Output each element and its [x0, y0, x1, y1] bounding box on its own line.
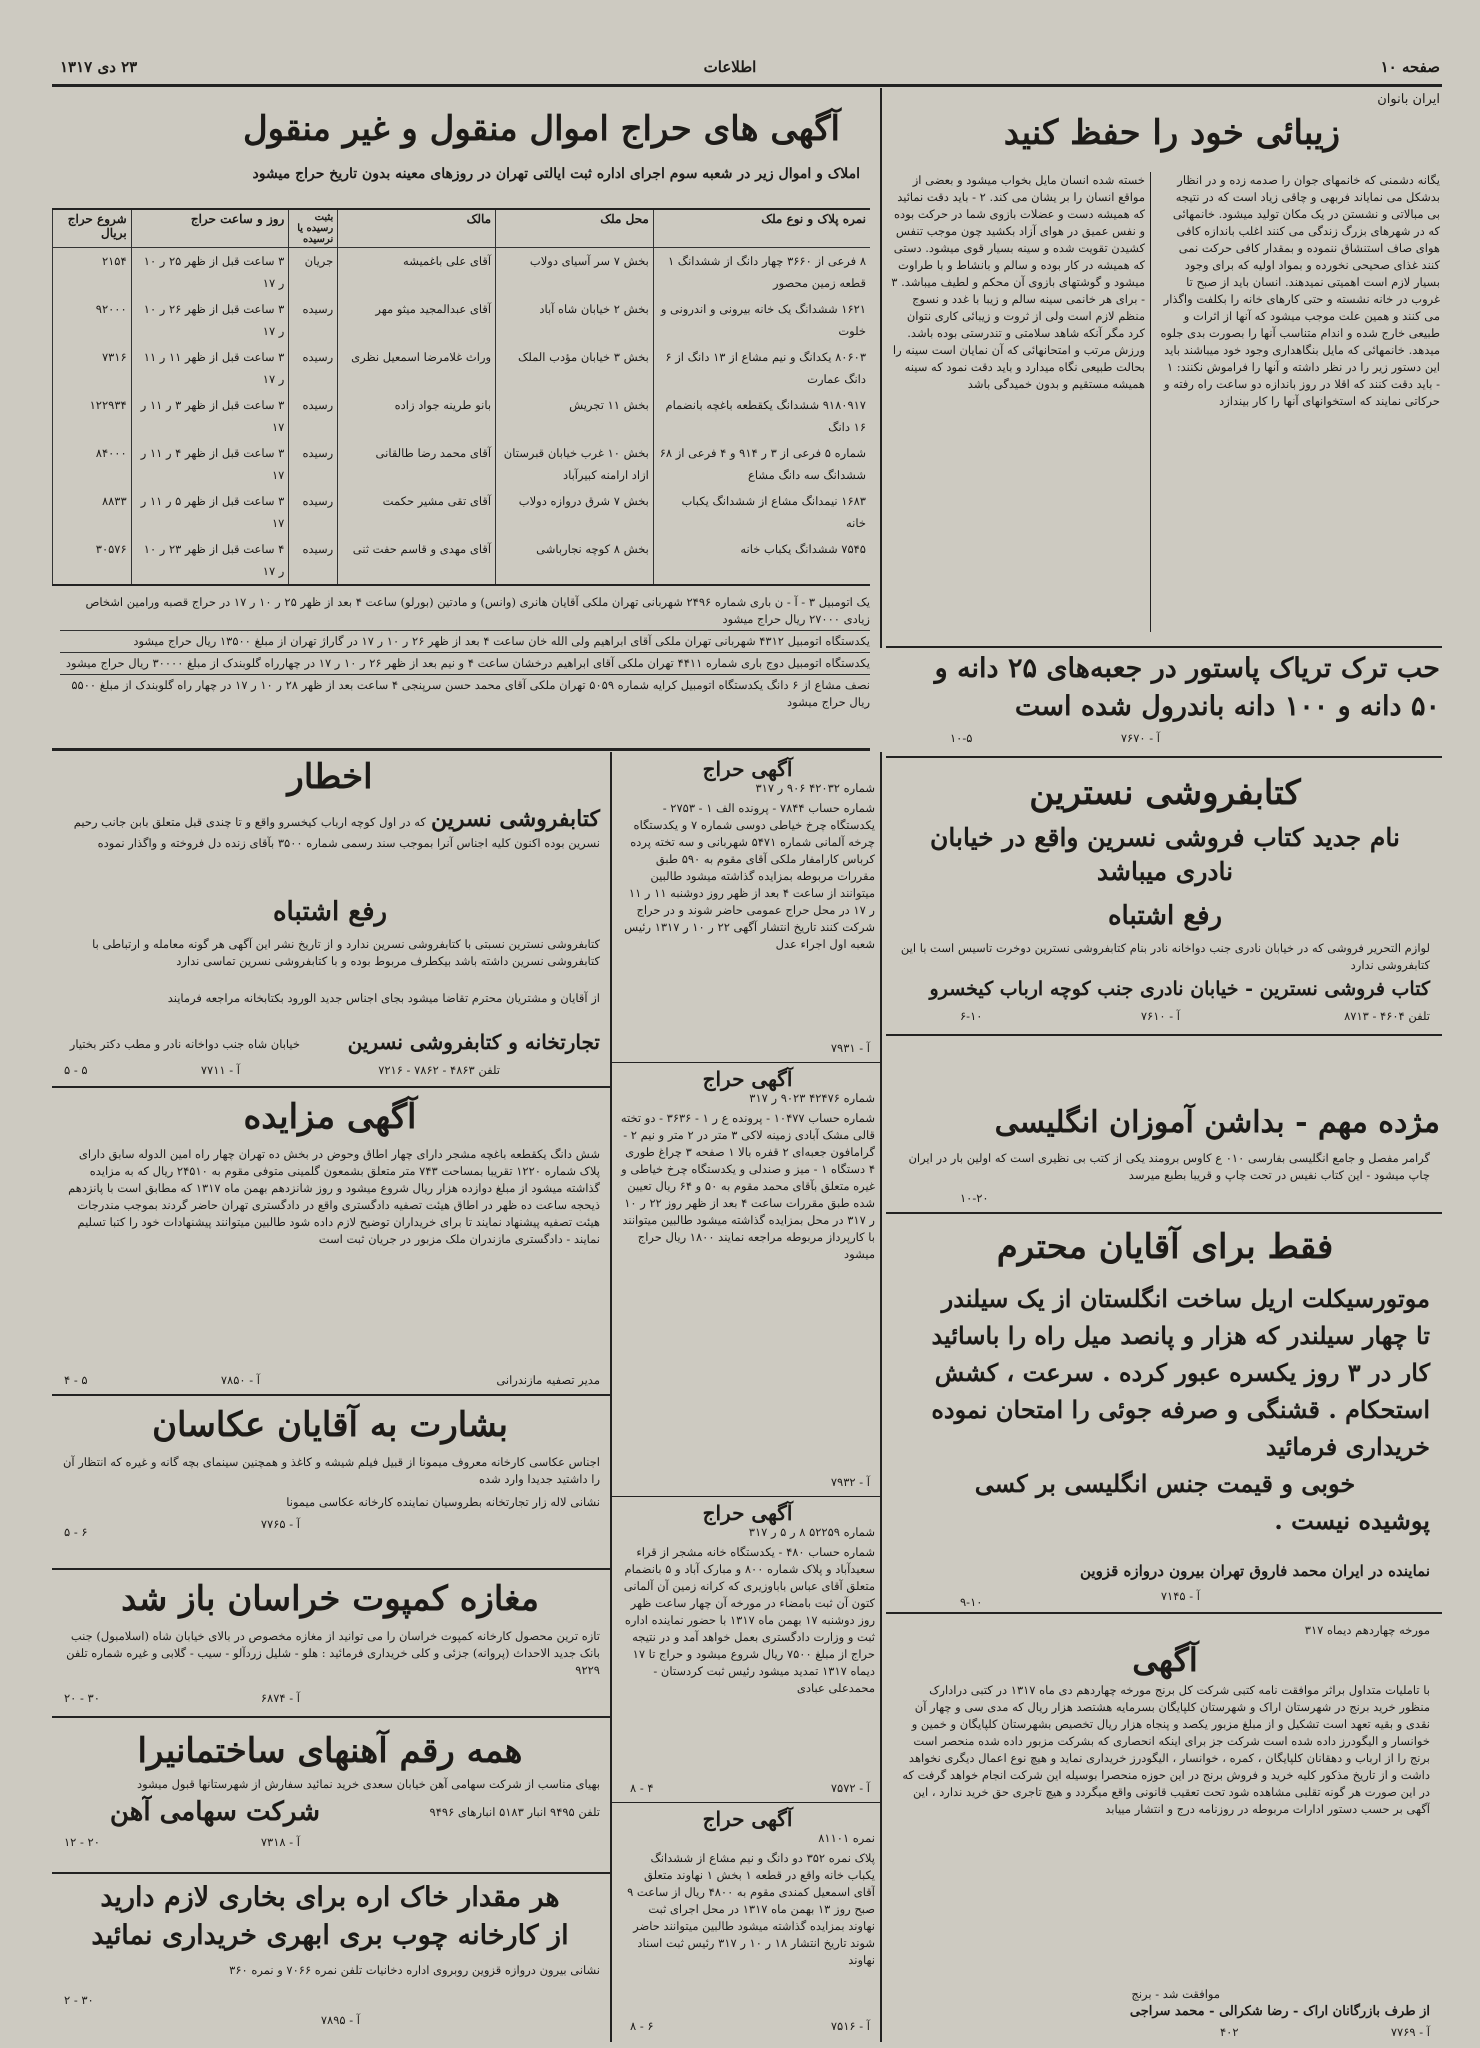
auction-cell: ۷۳۱۶ — [53, 344, 132, 392]
a2-body: شماره حساب ۱۰۴۷۷ - پرونده ع ر ۱ - ۳۶۳۶ - دو تخته قالی مشک آبادی زمینه لاکی ۳ متر در ۲ متر و نیم ۲ - گرامافون جعبه‌ای ۲ قفره بالا ۱ صفحه ۳ چراغ طوری ۴ دستگاه ۱ - میز و صندلی و یکدستگاه چرخ خیاطی و غیره متعلق بآقای محمد مقوم به ۵۰ و ۶۴ ریال تعیین شده طبق مقررات ساعت ۴ بعد از ظهر روز ۲۲ ر ۱۰ ر ۳۱۷ در محل بمزایده گذاشته میشود طالبین میتوانند با کارپرداز مربوطه مراجعه نمایند ۱۸۰۰ ریال حراج میشود — [620, 1111, 875, 1261]
auction-cell: ۲۱۵۴ — [53, 248, 132, 297]
auction-cell: ۸۰۶۰۳ یکدانگ و نیم مشاع از ۱۳ دانگ از ۶ دانگ عمارت — [653, 344, 870, 392]
photo-addr: نشانی لاله زار تجارتخانه بطروسیان نماینده کارخانه عکاسی میمونا — [286, 1495, 600, 1509]
auction-cell: بانو طرینه جواد زاده — [338, 392, 496, 440]
warning-code: ۵ - ۵ — [64, 1063, 88, 1077]
a1-head: شماره ۴۲۰۳۲ ۹۰۶ ر ۳۱۷ — [755, 781, 875, 795]
auction-cell: رسیده — [289, 440, 338, 488]
notice-ref: آ - ۷۷۶۹ — [1390, 2025, 1430, 2039]
warning-rule — [52, 1086, 610, 1088]
iron-brand: شرکت سهامی آهن — [109, 1797, 320, 1827]
iron-body: بهیای مناسب از شرکت سهامی آهن خیابان سعدی خرید نمائید سفارش از شهرستانها قبول میشود — [136, 1777, 600, 1791]
auction-cell: بخش ۱۱ تجریش — [496, 392, 654, 440]
moto-rule — [886, 1212, 1442, 1214]
auction-note: یکدستگاه اتومبیل ۴۳۱۲ شهربانی تهران ملکی آقای ابراهیم ولی الله خان ساعت ۴ بعد از ظهر ۲۶ ر ۱۰ ر ۱۷ در گاراژ تهران از مبلغ ۱۳۵۰۰ ریال حراج میشود — [60, 631, 870, 653]
auction-cell: شماره ۵ فرعی از ۳ ر ۹۱۴ و ۴ فرعی از ۶۸ ششدانگ سه دانگ مشاع — [653, 440, 870, 488]
warning-name: کتابفروشی نسرین — [430, 806, 600, 832]
nastarin-correction: رفع اشتباه — [1107, 901, 1223, 931]
a1-body: شماره حساب ۷۸۴۴ - پرونده الف ۱ - ۲۷۵۳ - یکدستگاه چرخ خیاطی دوسی شماره ۷ و یکدستگاه چرخه آلمانی شماره ۵۴۷۱ شهربانی و سه تخته پرده کرباس کارامفار ملکی آقای مقوم به ۵۹۰ طبق مقررات مربوطه بمزایده گذاشته میشود طالبین میتوانند از ساعت ۴ بعد از ظهر روز دوشنبه ۱۱ ر ۱۱ ر ۱۷ در محل حراج عمومی حاضر شوند و در حراج شرکت کنند تاریخ انتشار آگهی ۲۲ ر ۱۰ ر ۱۳۱۷ رئیس شعبه اول اجراء عدل — [624, 801, 875, 951]
a4-ref: آ - ۷۵۱۶ — [830, 2019, 870, 2033]
a2-head: شماره ۴۲۴۷۶ ۹۰۲۳ ر ۳۱۷ — [749, 1091, 875, 1105]
auction-cell: ۳۰۵۷۶ — [53, 536, 132, 584]
auction-cell: بخش ۱۰ غرب خیابان قبرستان ازاد ارامنه کبیرآباد — [496, 440, 654, 488]
nastarin-rule — [886, 756, 1442, 758]
beauty-col1: یگانه دشمنی که خانمهای جوان را صدمه زده و در انظار بدشکل می نمایاند فربهی و چاقی زیاد است که در نتیجه بی مبالاتی و نشستن در یک مکان تولید میشود. خانمهائی که در شهرهای بزرگ زندگی می کنند اغلب باندازه کافی هوای صاف استنشاق ننموده و بمقدار کافی حرکت نمی کنند غذای صحیحی نخورده و بمواد اولیه که برای وجود بسیار لازم است اهمیتی نمیدهند. انسان باید از صبح تا غروب در خانه نشسته و حتی کارهای خانه را بکلفت واگذار می کنند و همین علت موجب میشود که آنها از اثرات و طبیعی خارج شده و اندام متناسب آنها را بصورت بدی جلوه میدهد. خانمهائی که مایل بنگاهداری وجود خود میباشند باید این دستور زیر را در نظر داشته و آنها را فراموش نکنند: ۱ - باید دقت کنند که اقلا در روز باندازه دو ساعت راه رفته و حرکاتی نمایند که استخوانهای آنها را کار بیندازد — [1160, 173, 1440, 408]
khorasan-ref: آ - ۶۸۷۴ — [260, 1691, 300, 1705]
warning-body2: از آقایان و مشتریان محترم تقاضا میشود بجای اجناس جدید الورود بکتابخانه مراجعه فرمایند — [167, 991, 600, 1005]
tarak-rule — [886, 646, 1442, 648]
iron-ref: آ - ۷۳۱۸ — [260, 1835, 300, 1849]
auction-notes — [60, 592, 870, 713]
nastarin-line2: نادری میباشد — [1096, 857, 1234, 886]
english-code: ۱۰-۲۰ — [960, 1191, 989, 1205]
auction-cell: ۹۲۰۰۰ — [53, 296, 132, 344]
mozayede-title: آگهی مزایده — [243, 1097, 417, 1137]
english-title: مژده مهم - بداشن آموزان انگلیسی — [994, 1105, 1440, 1140]
moto-line: استحکام . قشنگی و صرفه جوئی را امتحان نموده — [931, 1395, 1430, 1424]
a2-rule — [612, 1496, 880, 1497]
khorasan-title: مغازه کمپوت خراسان باز شد — [121, 1579, 539, 1619]
khorasan-code: ۲۰ - ۳۰ — [64, 1691, 100, 1705]
page-number: صفحه ۱۰ — [1380, 58, 1440, 76]
auction-cell: ۳ ساعت قبل از ظهر ۴ ر ۱۱ ر ۱۷ — [131, 440, 289, 488]
wood-line2: از کارخانه چوب بری ابهری خریداری نمائید — [91, 1920, 569, 1951]
nastarin-title: کتابفروشی نسترین — [1029, 773, 1301, 813]
moto-body — [900, 1280, 1430, 1539]
col-registered: بثبت رسیده یا نرسیده — [289, 210, 338, 248]
auction-cell: آقای تقی مشیر حکمت — [338, 488, 496, 536]
section-label: ایران بانوان — [1377, 92, 1440, 107]
beauty-col2: خسته شده انسان مایل بخواب میشود و بعضی از مواقع انسان را بر یشان می کند. ۲ - باید دقت نمائید که همیشه دست و عضلات بازوی شما در حرکت بوده و نفس عمیق در هوای آزاد بکشید چون موجب تنفس کشیدن تقویت شده و سینه بسیار قوی میشود. دستی که همیشه در کار بوده و سالم و بانشاط و با طراوت میشود و گوشتهای بازوی آن محکم و لطیف میباشد. ۳ - برای هر خانمی سینه سالم و زیبا با غدد و نسوج منظم لازم است ولی از ثروت و زیبائی کاری نتوان کرد مگر آنکه شاهد سلامتی و تندرستی بوده باشد. ورزش مرتب و امتحانهائی که آن نمایان است سینه را بحالت طبیعی نگاه میدارد و باید دقت نمود که سینه همیشه مستقیم و بدون خمیدگی باشد — [891, 173, 1145, 391]
auction-cell: بخش ۷ سر آسیای دولاب — [496, 248, 654, 297]
auction-table — [52, 210, 870, 584]
auction-cell: جریان — [289, 248, 338, 297]
notice-names: از طرف بازرگانان اراک - رضا شکرالی - محمد سراجی — [1129, 2004, 1430, 2019]
auction-row — [53, 248, 871, 297]
auction-cell: آقای علی باغمیشه — [338, 248, 496, 297]
beauty-col-rule — [1150, 172, 1151, 632]
masthead-rule — [52, 84, 1442, 87]
a2-ref: آ - ۷۹۳۲ — [830, 1475, 870, 1489]
a1-rule — [612, 1062, 880, 1063]
auction-row — [53, 536, 871, 584]
auction-cell: آقای مهدی و قاسم حفت ثنی — [338, 536, 496, 584]
notice-signers: موافقت شد - برنج — [1131, 1987, 1220, 2001]
auction-cell: ۱۶۲۱ ششدانگ یک خانه بیرونی و اندرونی و خلوت — [653, 296, 870, 344]
mozayede-code: ۴ - ۵ — [64, 1373, 88, 1387]
auction-cell: ۸۴۰۰۰ — [53, 440, 132, 488]
a3-body: شماره حساب ۴۸۰ - یکدستگاه خانه مشجر از قراء سعیدآباد و پلاک شماره ۸۰۰ و مبارک آباد و ۵ بانضمام متعلق آقای عباس باباوزیری که کرانه زمین آن آلمانی کتون آن ثبت بامضاء در مورخه آن چهار ساعت ظهر روز دوشنبه ۱۷ بهمن ماه ۱۳۱۷ با حضور نماینده اداره ثبت و وزارت دادگستری بعمل خواهد آمد و در نتیجه حراج از مبلغ ۷۵۰۰ ریال شروع میشود و حراج تا ۱۷ دیماه ۱۳۱۷ تمدید میشود رئیس ثبت کردستان - محمدعلی عبادی — [623, 1545, 875, 1695]
tarak-line2: ۵۰ دانه و ۱۰۰ دانه باندرول شده است — [1014, 691, 1440, 722]
a3-rule — [612, 1802, 880, 1803]
tarak-code: ۱۰-۵ — [950, 731, 973, 745]
moto-rep: نماینده در ایران محمد فاروق تهران بیرون دروازه قزوین — [1080, 1562, 1430, 1580]
a3-ref: آ - ۷۵۷۲ — [830, 1781, 870, 1795]
nastarin-line1: نام جدید کتاب فروشی نسرین واقع در خیابان — [930, 823, 1400, 852]
auction-cell: ۳ ساعت قبل از ظهر ۳ ر ۱۱ ر ۱۷ — [131, 392, 289, 440]
auction-cell: بخش ۳ خیابان مؤدب الملک — [496, 344, 654, 392]
auction-note: یکدستگاه اتومبیل دوج باری شماره ۴۴۱۱ تهران ملکی آقای ابراهیم درخشان ساعت ۴ و نیم بعد از ظهر ۲۶ ر ۱۰ ر ۱۷ در چهارراه گلوبندک از مبلغ ۳۰۰۰۰ ریال حراج میشود — [60, 653, 870, 675]
warning-lead: که در اول کوچه ارباب کیخسرو واقع و تا چندی قبل متعلق بابن جانب رحیم نسرین بوده اکنون کلیه اجناس آنرا بموجب سند رسمی شماره ۳۵۰۰ بآقای زنده دل فروخته و واگذار نموده — [73, 815, 600, 850]
moto-line: کار در ۳ روز یکسره عبور کرده . سرعت ، کشش — [934, 1358, 1430, 1387]
photo-rule — [52, 1568, 610, 1570]
wood-line1: هر مقدار خاک اره برای بخاری لازم دارید — [100, 1882, 560, 1913]
nastarin-ref: آ - ۷۶۱۰ — [1140, 1009, 1180, 1023]
nastarin-phone: تلفن ۴۶۰۴ - ۸۷۱۳ — [1344, 1009, 1430, 1023]
auction-cell: ۸ فرعی از ۳۶۶۰ چهار دانگ از ششدانگ ۱ قطعه زمین محصور — [653, 248, 870, 297]
auction-cell: ۳ ساعت قبل از ظهر ۵ ر ۱۱ ر ۱۷ — [131, 488, 289, 536]
auction-cell: رسیده — [289, 536, 338, 584]
auction-cell: رسیده — [289, 488, 338, 536]
auction-cell: بخش ۲ خیابان شاه آباد — [496, 296, 654, 344]
photo-ref: آ - ۷۷۶۵ — [260, 1517, 300, 1531]
moto-line: تا چهار سیلندر که هزار و پانصد میل راه را باسائید — [931, 1321, 1430, 1350]
mozayede-ref: آ - ۷۸۵۰ — [220, 1373, 260, 1387]
tarak-line1: حب ترک تریاک پاستور در جعبه‌های ۲۵ دانه و — [934, 653, 1440, 684]
wood-code: ۲ - ۳۰ — [64, 1993, 94, 2007]
col-plate: نمره پلاک و نوع ملک — [653, 210, 870, 248]
warning-ref: آ - ۷۷۱۱ — [200, 1063, 240, 1077]
moto-ref: آ - ۷۱۴۵ — [1160, 1589, 1200, 1603]
photo-title: بشارت به آقایان عکاسان — [152, 1405, 508, 1445]
top-divider — [880, 88, 882, 648]
auction-row — [53, 296, 871, 344]
auction-row — [53, 344, 871, 392]
warning-addr: خیابان شاه جنب دواخانه نادر و مطب دکتر بختیار — [69, 1037, 300, 1051]
iron-rule — [52, 1872, 610, 1874]
auction-cell: وراث غلامرضا اسمعیل نظری — [338, 344, 496, 392]
tarak-ref: آ - ۷۶۷۰ — [1120, 731, 1160, 745]
auction-cell: ۸۸۳۳ — [53, 488, 132, 536]
warning-phone: تلفن ۴۸۶۳ - ۷۸۶۲ - ۷۲۱۶ — [378, 1063, 500, 1077]
auction-cell: آقای محمد رضا طالقانی — [338, 440, 496, 488]
warning-correction: رفع اشتباه — [272, 897, 388, 927]
english-rule — [886, 1034, 1442, 1036]
auction-cell: ۷۵۴۵ ششدانگ یکباب خانه — [653, 536, 870, 584]
issue-date: ۲۳ دی ۱۳۱۷ — [60, 58, 138, 76]
a3-code: ۸ - ۴ — [630, 1781, 654, 1795]
mozayede-body: شش دانگ یکقطعه باغچه مشجر دارای چهار اطاق وحوض در بخش ده تهران چهار راه امین الدوله سابق دارای پلاک شماره ۱۲۲۰ تقریبا بمساحت ۷۴۳ متر متعلق بشمعون گلمینی متوفی مقوم به ۲۴۵۱۰ ریال که به مزایده گذاشته میشود از مبلغ دوازده هزار ریال شروع میشود و روز شانزدهم بهمن ماه ۱۳۱۷ که مطابق است با پانزدهم ذیحجه ساعت ده ظهر در اطاق هیئت تصفیه دادگستری واقع در دادگستری تهران حاضر گردند بموجب مندرجات هیئت تصفیه پیشنهاد نمایند تا برای خریداران توضیح لازم داده شود طالبین میتوانند پیشنهادات خود را کتبا تسلیم نمایند - دادگستری مازندران ملک مزبور در جریان ثبت است — [68, 1147, 600, 1246]
a1-ref: آ - ۷۹۳۱ — [830, 1041, 870, 1055]
mid-col-divider — [610, 752, 612, 2042]
auction-row — [53, 488, 871, 536]
right-col-divider — [880, 752, 882, 2042]
moto-line: پوشیده نیست . — [1274, 1506, 1430, 1535]
warning-body: کتابفروشی نسترین نسبتی با کتابفروشی نسرین ندارد و از تاریخ نشر این آگهی هر گونه معامله و ارتباطی با کتابفروشی نسرین داشته باشد بیکطرف مربوط بوده و با کتابفروشی نسرین تماسی ندارد — [92, 937, 600, 968]
auction-row — [53, 440, 871, 488]
moto-line: خوبی و قیمت جنس انگلیسی بر کسی — [974, 1469, 1356, 1498]
auction-cell: ۳ ساعت قبل از ظهر ۱۱ ر ۱۱ ر ۱۷ — [131, 344, 289, 392]
nastarin-address: کتاب فروشی نسترین - خیابان نادری جنب کوچه ارباب کیخسرو — [929, 978, 1430, 1000]
nastarin-body: لوازم التحریر فروشی که در خیابان نادری جنب دواخانه نادر بنام کتابفروشی نسترین دوخرت تاسیس است با این کتابفروشی ندارد — [900, 941, 1430, 972]
wood-ref: آ - ۷۸۹۵ — [320, 2013, 360, 2027]
col-owner: مالک — [338, 210, 496, 248]
auction-note: یک اتومبیل ۳ - آ - ن باری شماره ۲۴۹۶ شهربانی تهران ملکی آقایان هانری (وانس) و مادتین (بورلو) ساعت ۴ بعد از ظهر ۲۵ ر ۱۰ ر ۱۷ در حراج قصبه ورامین اشخاص زیادی ۲۷۰۰۰ ریال حراج میشود — [60, 592, 870, 631]
col-start-price: شروع حراج بریال — [53, 210, 132, 248]
beauty-title: زیبائی خود را حفظ کنید — [1003, 113, 1340, 153]
khorasan-rule — [52, 1716, 610, 1718]
col-location: محل ملک — [496, 210, 654, 248]
wood-addr: نشانی بیرون دروازه قزوین روبروی اداره دخانیات تلفن نمره ۷۰۶۶ و نمره ۳۶۰ — [229, 1963, 600, 1977]
auction-cell: رسیده — [289, 392, 338, 440]
warning-brand: تجارتخانه و کتابفروشی نسرین — [347, 1030, 600, 1054]
moto-line: خریداری فرمائید — [1265, 1432, 1430, 1461]
auction-cell: رسیده — [289, 344, 338, 392]
auction-cell: رسیده — [289, 296, 338, 344]
moto-title: فقط برای آقایان محترم — [996, 1227, 1334, 1267]
auction-cell: آقای عبدالمجید میثو مهر — [338, 296, 496, 344]
auction-bottom-rule — [52, 748, 870, 751]
auction-cell: ۹۱۸۰۹۱۷ ششدانگ یکقطعه باغچه بانضمام ۱۶ دانگ — [653, 392, 870, 440]
a1-title: آگهی حراج — [702, 757, 793, 781]
auction-table-wrap — [52, 208, 870, 586]
khorasan-body: تازه ترین محصول کارخانه کمپوت خراسان را می توانید از مغازه مخصوص در بالای خیابان شاه (اسلامبول) جنب بانک جدید الاحداث (پروانه) جزئی و کلی خریداری فرمائید : هلو - شلیل زردآلو - سیب - گلابی و غیره شماره تلفن ۹۲۲۹ — [66, 1629, 600, 1677]
a4-body: پلاک نمره ۳۵۲ دو دانگ و نیم مشاع از ششدانگ یکباب خانه واقع در قطعه ۱ بخش ۱ نهاوند متعلق آقای اسمعیل کمندی مقوم به ۴۸۰۰ ریال از ساعت ۹ صبح روز ۱۳ بهمن ماه ۱۳۱۷ در محل اجرای ثبت نهاوند بمزایده گذاشته میشود طالبین میتوانند حاضر شوند تاریخ انتشار ۱۸ ر ۱۰ ر ۳۱۷ رئیس ثبت اسناد نهاوند — [627, 1851, 875, 1967]
auction-cell: ۳ ساعت قبل از ظهر ۲۵ ر ۱۰ ر ۱۷ — [131, 248, 289, 297]
iron-code: ۱۲ - ۲۰ — [64, 1835, 100, 1849]
auction-title: آگهی های حراج اموال منقول و غیر منقول — [242, 109, 840, 149]
col-datetime: روز و ساعت حراج — [131, 210, 289, 248]
mozayede-sign: مدیر تصفیه مازندرانی — [496, 1373, 600, 1387]
auction-cell: ۳ ساعت قبل از ظهر ۲۶ ر ۱۰ ر ۱۷ — [131, 296, 289, 344]
auction-cell: ۴ ساعت قبل از ظهر ۲۳ ر ۱۰ ر ۱۷ — [131, 536, 289, 584]
a4-title: آگهی حراج — [702, 1807, 793, 1831]
auction-note: نصف مشاع از ۶ دانگ یکدستگاه اتومبیل کرایه شماره ۵۰۵۹ تهران ملکی آقای محمد حسن سرپنجی ۴ ساعت بعد از ظهر ۲۸ ر ۱۰ ر ۱۷ در چهار راه گلوبندک از مبلغ ۵۵۰۰ ریال حراج میشود — [71, 678, 870, 709]
english-body: گرامر مفصل و جامع انگلیسی بفارسی ۰۱۰ ع کاوس برومند یکی از کتب بی نظیری است که اولین بار در ایران چاپ میشود - این کتاب نفیس در تحت چاپ و قریبا بطبع میرسد — [908, 1151, 1430, 1182]
a4-code: ۸ - ۶ — [630, 2019, 654, 2033]
a2-title: آگهی حراج — [702, 1067, 793, 1091]
auction-subtitle: املاک و اموال زیر در شعبه سوم اجرای اداره ثبت ایالتی تهران در روزهای معینه بدون تاریخ حراج میشود — [252, 166, 860, 182]
auction-row — [53, 392, 871, 440]
notice-dateline: مورخه چهاردهم دیماه ۳۱۷ — [1304, 1623, 1430, 1637]
auction-cell: ۱۶۸۳ نیمدانگ مشاع از ششدانگ یکباب خانه — [653, 488, 870, 536]
paper-name: اطلاعات — [703, 58, 757, 76]
a4-head: نمره ۸۱۱۰۱ — [818, 1831, 875, 1845]
warning-lead-wrap — [60, 806, 600, 852]
iron-phones: تلفن ۹۴۹۵ انبار ۵۱۸۳ انبارهای ۹۴۹۶ — [429, 1805, 600, 1819]
moto-line: موتورسیکلت اریل ساخت انگلستان از یک سیلندر — [941, 1284, 1430, 1313]
a3-title: آگهی حراج — [702, 1501, 793, 1525]
notice-code: ۴۰۲ — [1220, 2025, 1239, 2039]
photo-code: ۵ - ۶ — [64, 1525, 88, 1539]
auction-cell: بخش ۷ شرق دروازه دولاب — [496, 488, 654, 536]
iron-title: همه رقم آهنهای ساختمانیرا — [137, 1731, 523, 1771]
moto-code: ۹-۱۰ — [960, 1595, 983, 1609]
photo-body: اجناس عکاسی کارخانه معروف میمونا از قبیل فیلم شیشه و کاغذ و همچنین سینمای بچه گانه و غیره که انتظار آن را داشتید جدیدا وارد شده — [62, 1455, 600, 1486]
a3-head: شماره ۵۲۲۵۹ ۸ ر ۵ ر ۳۱۷ — [748, 1525, 875, 1539]
notice-rule — [886, 1612, 1442, 1614]
mozayede-rule — [52, 1394, 610, 1396]
auction-cell: ۱۲۲۹۳۴ — [53, 392, 132, 440]
nastarin-code: ۶-۱۰ — [960, 1009, 983, 1023]
notice-title: آگهی — [1132, 1641, 1198, 1679]
auction-cell: بخش ۸ کوچه نجارباشی — [496, 536, 654, 584]
notice-body: با تاملیات متداول براثر موافقت نامه کتبی شرکت کل برنج مورخه چهاردهم دی ماه ۱۳۱۷ در کتبی درادارک منظور خرید برنج در شهرستان اراک و شهرستان کلپایگان بسرمایه هشتصد هزار ریال که مدی سی و چهار آن نقدی و بقیه تعهد است تشکیل و از مبلغ مزبور یکصد و پنجاه هزار ریال تخصیص بشهرستان کلپایگان و خمین و خوانسار و الیگودرز داده شده است شرکت جز برای اینکه انحصاری که بشرکت مزبور داده شده منحصر است برنج را از ارباب و دهقانان کلپایگان ، کمره ، خوانسار ، الیگودرز خریداری نماید و هیچ نوع اعمال دیگری نخواهد داشت و از تاریخ مذکور کلیه خرید و فروش برنج در این حوزه منحصرا بوسیله این شرکت انجام خواهد گرفت که در این صورت هر گونه تقلبی مشاهده شود تحت تعقیب قانونی واقع میگردد و هیچ تاجری حق خرید ندارد ، این آگهی بر حسب دستور ادارات مربوطه در روزنامه درج و انتشار مییابد — [902, 1683, 1430, 1816]
warning-title: اخطار — [287, 757, 373, 797]
